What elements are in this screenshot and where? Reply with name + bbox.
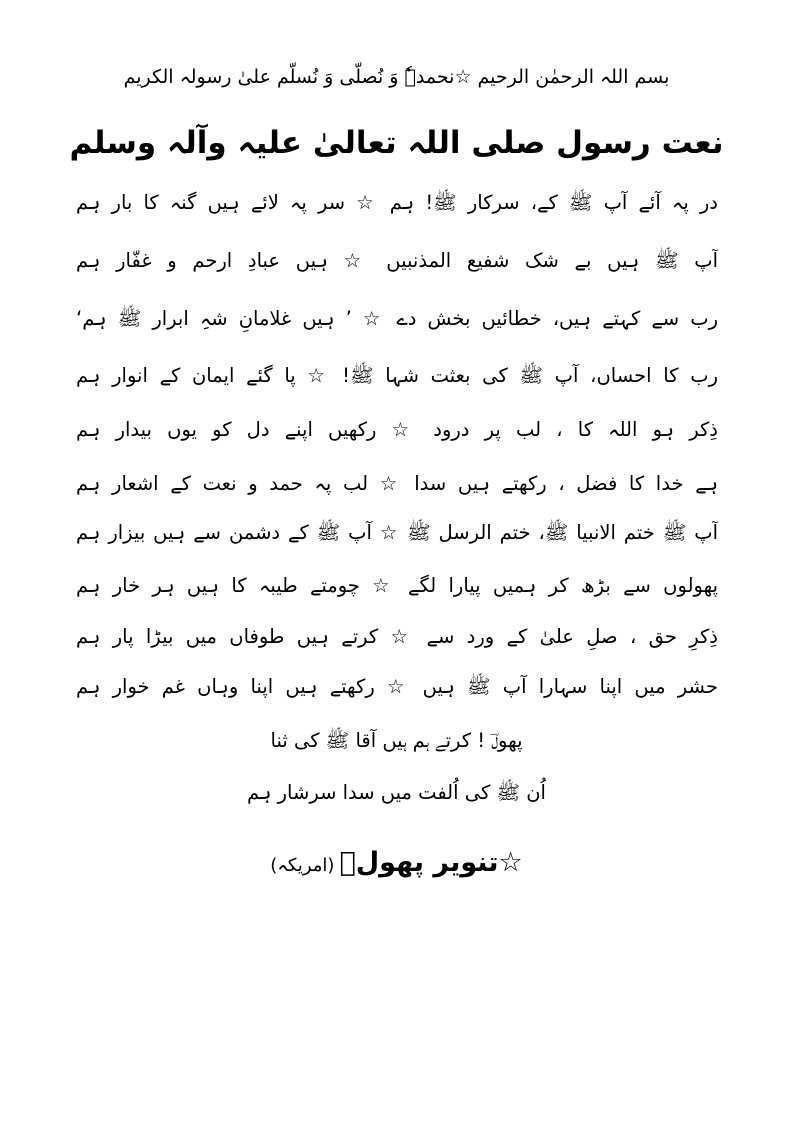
verse-line: آپ ﷺ ہیں بے شک شفیع المذنبیں ☆ ہیں عبادِ ارحم و غفّار ہم — [76, 249, 718, 272]
closing-line-1: پھولؔ ! کرتے ہم ہیں آقا ﷺ کی ثنا — [270, 729, 523, 752]
verse-line: ذِکرِ حق ، صلِ علیٰ کے ورد سے ☆ کرتے ہیں طوفاں میں بیڑا پار ہم — [76, 625, 718, 648]
poet-location: (امریکہ) — [270, 855, 335, 876]
verse-line: آپ ﷺ ختم الانبیا ﷺ، ختم الرسل ﷺ ☆ آپ ﷺ کے دشمن سے ہیں بیزار ہم — [76, 521, 718, 544]
bismillah-heading: بسم اللہ الرحمٰن الرحیم ☆نحمدہٗ وَ نُصلّی وَ نُسلّم علیٰ رسولہ الکریم — [123, 66, 670, 88]
page-title: نعت رسول صلی اللہ تعالیٰ علیہ وآلہ وسلم — [69, 125, 724, 161]
verse-line: پھولوں سے بڑھ کر ہمیں پیارا لگے ☆ چومتے طیبہ کا ہیں ہر خار ہم — [76, 574, 718, 597]
poet-signature — [0, 838, 793, 891]
verse-line: ہے خدا کا فضل ، رکھتے ہیں سدا ☆ لب پہ حمد و نعت کے اشعار ہم — [76, 472, 718, 495]
verse-line: ذِکر ہو اللہ کا ، لب پر درود ☆ رکھیں اپنے دل کو یوں بیدار ہم — [76, 418, 718, 441]
poet-name: تنویر پھولؔ — [339, 847, 499, 878]
verse-line: در پہ آئے آپ ﷺ کے، سرکار ﷺ! ہم ☆ سر پہ لائے ہیں گنہ کا بار ہم — [76, 191, 718, 214]
verse-line: رب سے کہتے ہیں، خطائیں بخش دے ☆ ’ ہیں غلامانِ شہِ ابرار ﷺ ہم‘ — [76, 307, 718, 330]
verse-line: حشر میں اپنا سہارا آپ ﷺ ہیں ☆ رکھتے ہیں اپنا وہاں غم خوار ہم — [76, 675, 718, 698]
closing-line-2: اُن ﷺ کی اُلفت میں سدا سرشار ہم — [247, 781, 546, 804]
star-icon: ☆ — [498, 847, 523, 878]
verse-line: رب کا احساں، آپ ﷺ کی بعثت شہا ﷺ! ☆ پا گئے ایمان کے انوار ہم — [76, 364, 718, 387]
